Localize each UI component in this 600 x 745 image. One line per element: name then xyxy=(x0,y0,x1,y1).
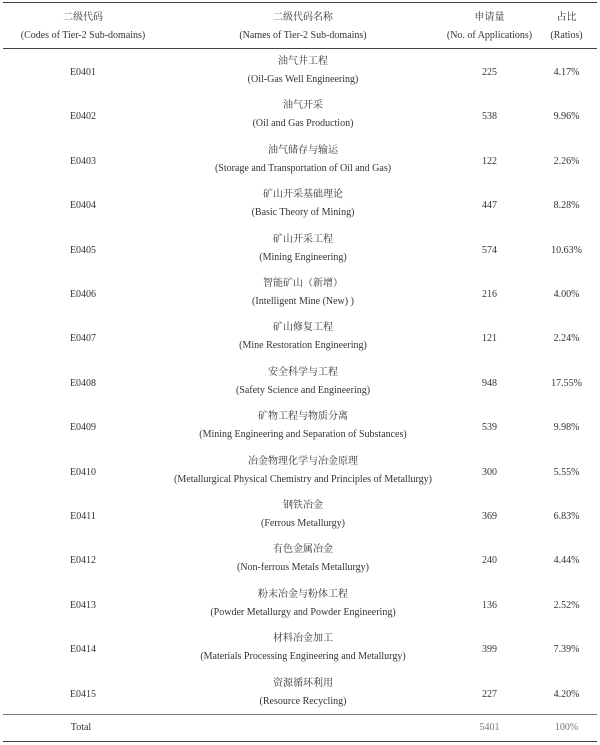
total-ratio: 100% xyxy=(554,722,579,733)
header-col1-zh: 二级代码 xyxy=(63,12,103,23)
header-col3-zh: 申请量 xyxy=(474,12,505,23)
header-col2-zh: 二级代码名称 xyxy=(273,12,333,23)
header-col1-en: (Codes of Tier-2 Sub-domains) xyxy=(20,30,146,41)
row-code: E0411 xyxy=(70,511,96,522)
row-code: E0415 xyxy=(69,688,97,700)
row-name-zh: 钢铁冶金 xyxy=(283,500,323,511)
row-name-zh: 粉末冶金与粉体工程 xyxy=(258,588,348,600)
row-count: 447 xyxy=(482,200,497,212)
row-count: 538 xyxy=(482,111,497,123)
row-name-zh: 冶金物理化学与冶金原理 xyxy=(248,455,358,467)
row-name-en: (Materials Processing Engineering and Metallurgy) xyxy=(200,651,406,663)
row-name-zh: 矿山开采基础理论 xyxy=(263,189,343,201)
row-name-en: (Oil and Gas Production) xyxy=(252,118,354,130)
row-ratio: 4.17% xyxy=(553,67,580,78)
row-name-en: (Oil-Gas Well Engineering) xyxy=(247,74,359,85)
row-code: E0412 xyxy=(69,555,97,567)
row-name-zh: 油气储存与输运 xyxy=(268,144,338,156)
row-code: E0405 xyxy=(69,244,97,256)
table-row xyxy=(3,583,597,627)
header-col2-en: (Names of Tier-2 Sub-domains) xyxy=(239,30,367,41)
row-count: 240 xyxy=(482,555,497,567)
row-name-en: (Mine Restoration Engineering) xyxy=(239,340,367,352)
row-count: 574 xyxy=(482,244,497,256)
row-code: E0413 xyxy=(69,599,97,611)
row-name-zh: 有色金属冶金 xyxy=(273,544,333,556)
row-name-en: (Resource Recycling) xyxy=(259,695,347,707)
row-name-en: (Powder Metallurgy and Powder Engineering) xyxy=(210,606,396,618)
row-name-en: (Ferrous Metallurgy) xyxy=(261,518,345,529)
row-name-en: (Metallurgical Physical Chemistry and Principles of Metallurgy) xyxy=(174,473,432,485)
row-ratio: 6.83% xyxy=(553,511,580,522)
row-name-zh: 矿物工程与物质分离 xyxy=(258,411,348,423)
row-code: E0403 xyxy=(69,155,97,167)
header-rule xyxy=(3,48,597,49)
row-count: 369 xyxy=(482,511,497,522)
row-count: 225 xyxy=(482,67,497,78)
row-name-zh: 矿山修复工程 xyxy=(273,322,333,334)
row-code: E0408 xyxy=(69,377,97,389)
row-count: 216 xyxy=(482,289,497,300)
row-name-zh: 油气开采 xyxy=(283,100,323,112)
row-name-en: (Non-ferrous Metals Metallurgy) xyxy=(236,562,369,574)
row-code: E0402 xyxy=(69,111,97,123)
row-name-en: (Intelligent Mine (New) ) xyxy=(252,296,354,307)
row-count: 121 xyxy=(482,333,497,345)
row-count: 136 xyxy=(482,599,497,611)
row-name-en: (Storage and Transportation of Oil and Gas) xyxy=(214,162,392,174)
table-row xyxy=(3,272,597,316)
row-ratio: 2.26% xyxy=(553,155,580,167)
row-code: E0414 xyxy=(69,644,97,656)
row-count: 539 xyxy=(482,422,497,434)
row-name-zh: 安全科学与工程 xyxy=(268,366,338,378)
row-ratio: 10.63% xyxy=(551,244,582,256)
table-row xyxy=(3,94,597,138)
header-col4-en: (Ratios) xyxy=(550,30,583,41)
table-bottom-rule xyxy=(3,741,597,742)
row-ratio: 7.39% xyxy=(553,644,580,656)
row-code: E0406 xyxy=(69,289,97,300)
row-ratio: 2.52% xyxy=(553,599,580,611)
total-count: 5401 xyxy=(479,722,500,733)
table-row xyxy=(3,316,597,360)
table-header xyxy=(3,2,597,48)
row-count: 399 xyxy=(482,644,497,656)
total-rule xyxy=(3,714,597,715)
table-row xyxy=(3,494,597,538)
table-row xyxy=(3,183,597,227)
row-name-zh: 材料冶金加工 xyxy=(273,633,333,645)
table-row xyxy=(3,228,597,272)
row-ratio: 4.44% xyxy=(553,555,580,567)
header-col3-en: (No. of Applications) xyxy=(446,30,533,41)
row-count: 122 xyxy=(482,155,497,167)
row-name-en: (Mining Engineering and Separation of Substances) xyxy=(199,429,407,441)
row-code: E0404 xyxy=(69,200,97,212)
table-row xyxy=(3,405,597,449)
row-name-en: (Safety Science and Engineering) xyxy=(235,384,371,396)
table-row xyxy=(3,672,597,716)
row-count: 300 xyxy=(482,466,497,478)
total-label: Total xyxy=(70,722,92,733)
row-count: 948 xyxy=(482,377,497,389)
row-ratio: 9.96% xyxy=(553,111,580,123)
row-ratio: 8.28% xyxy=(553,200,580,212)
row-ratio: 4.20% xyxy=(553,688,580,700)
table-row xyxy=(3,450,597,494)
row-ratio: 2.24% xyxy=(553,333,580,345)
row-name-en: (Basic Theory of Mining) xyxy=(251,207,355,219)
row-ratio: 17.55% xyxy=(551,377,582,389)
row-code: E0407 xyxy=(69,333,97,345)
row-ratio: 5.55% xyxy=(553,466,580,478)
table-row xyxy=(3,139,597,183)
row-count: 227 xyxy=(482,688,497,700)
table-row xyxy=(3,538,597,582)
row-ratio: 4.00% xyxy=(553,289,580,300)
row-ratio: 9.98% xyxy=(553,422,580,434)
row-name-zh: 油气井工程 xyxy=(278,56,328,67)
header-col4-zh: 占比 xyxy=(556,12,577,23)
row-name-zh: 智能矿山（新增） xyxy=(263,278,343,289)
row-name-zh: 矿山开采工程 xyxy=(273,233,333,245)
table-row xyxy=(3,50,597,94)
table-row xyxy=(3,361,597,405)
table-row xyxy=(3,627,597,671)
row-code: E0410 xyxy=(69,466,97,478)
total-row xyxy=(3,716,597,740)
row-code: E0401 xyxy=(69,67,97,78)
row-code: E0409 xyxy=(69,422,97,434)
row-name-zh: 资源循环利用 xyxy=(273,677,333,689)
row-name-en: (Mining Engineering) xyxy=(259,251,347,263)
